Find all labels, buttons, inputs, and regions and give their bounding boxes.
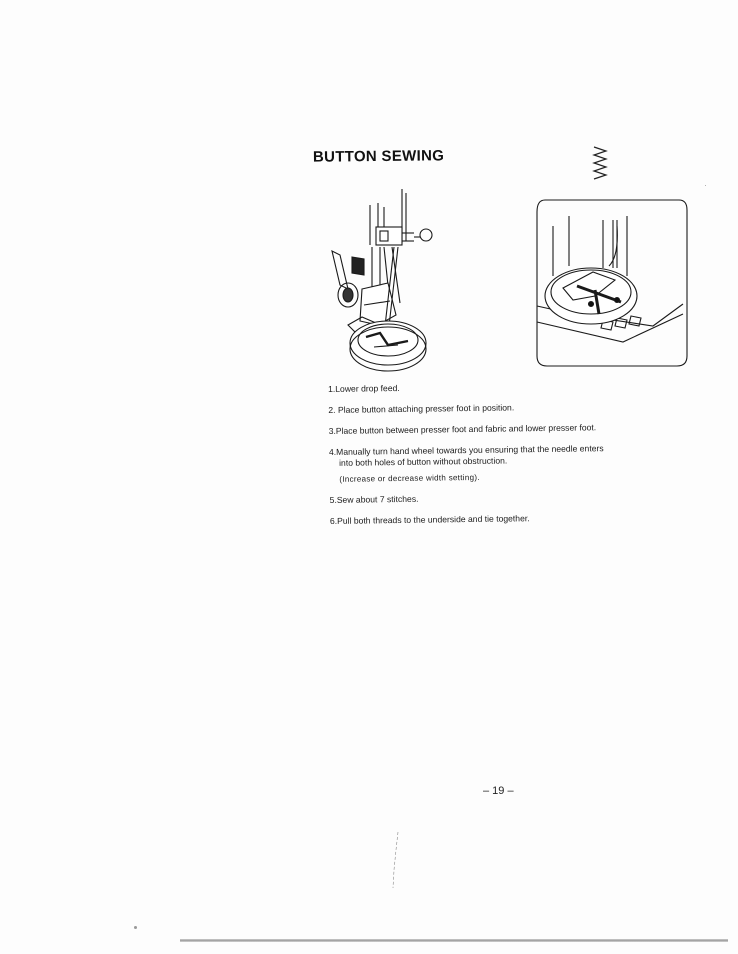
page-bottom-edge bbox=[180, 939, 728, 942]
instruction-list bbox=[328, 379, 690, 537]
step-5 bbox=[330, 490, 690, 506]
step-text: 1.Lower drop feed. bbox=[328, 382, 400, 394]
step-text: 6.Pull both threads to the underside and tie together. bbox=[329, 513, 530, 526]
step-text: 4.Manually turn hand wheel towards you ensuring that the needle enters bbox=[328, 443, 604, 457]
step-4 bbox=[329, 442, 689, 485]
scan-speck bbox=[134, 926, 137, 929]
step-text: 2. Place button attaching presser foot in position. bbox=[328, 402, 515, 415]
scan-mark bbox=[390, 830, 402, 890]
step-2 bbox=[328, 400, 688, 416]
page-number: – 19 – bbox=[483, 785, 514, 797]
step-6 bbox=[330, 511, 690, 527]
step-3 bbox=[329, 421, 689, 437]
button-closeup-illustration bbox=[533, 196, 691, 371]
step-text-continued: into both holes of button without obstruction. bbox=[339, 455, 508, 468]
step-note: (Increase or decrease width setting). bbox=[339, 472, 480, 484]
presser-foot-illustration bbox=[318, 185, 468, 375]
section-title: BUTTON SEWING bbox=[312, 147, 445, 166]
step-text: 3.Place button between presser foot and fabric and lower presser foot. bbox=[328, 422, 597, 436]
zigzag-stitch-icon bbox=[590, 145, 612, 183]
scan-speck bbox=[705, 185, 706, 186]
step-text: 5.Sew about 7 stitches. bbox=[329, 493, 419, 505]
step-1 bbox=[328, 379, 688, 395]
